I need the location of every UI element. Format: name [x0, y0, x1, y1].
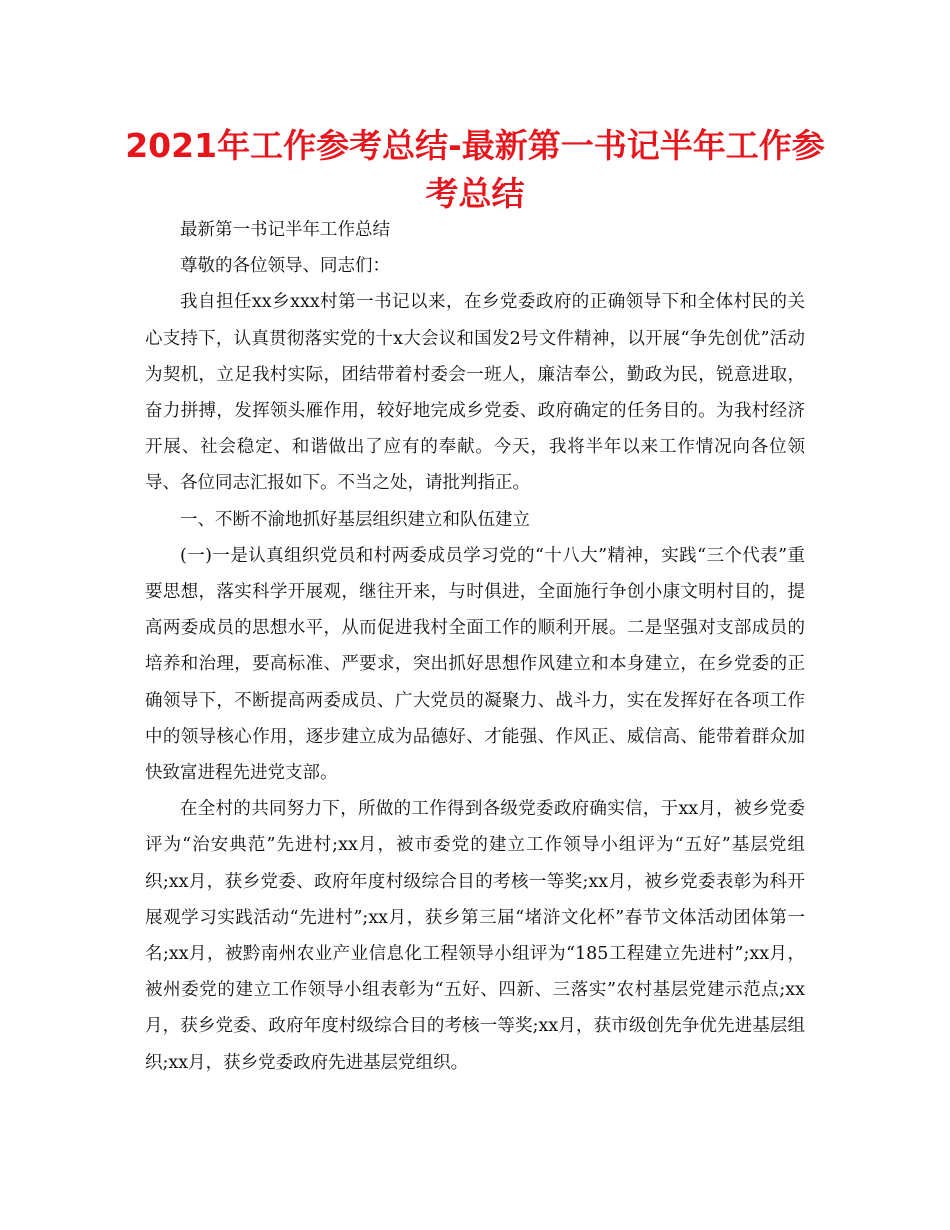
document-title: 2021年工作参考总结-最新第一书记半年工作参考总结 [125, 126, 825, 213]
paragraph-salutation: 尊敬的各位领导、同志们： [180, 256, 390, 277]
paragraph-intro: 我自担任xx乡xxx村第一书记以来，在乡党委政府的正确领导下和全体村民的关心支持下，认真贯彻落实党的十x大会议和国发2号文件精神，以开展“争先创优”活动为契机，立足我村实际，团结带着村委会一班人，廉洁奉公，勤政为民，锐意进取，奋力拼搏，发挥领头雁作用，较好地完成乡党委、政府确定的任务目的。为我村经济开展、社会稳定、和谐做出了应有的奉献。今天，我将半年以来工作情况向各位领导、各位同志汇报如下。不当之处，请批判指正。 [145, 292, 805, 494]
paragraph-section-heading: 一、不断不渝地抓好基层组织建立和队伍建立 [180, 509, 530, 530]
paragraph-achievements: 在全村的共同努力下，所做的工作得到各级党委政府确实信，于xx月，被乡党委评为“治安典范”先进村;xx月，被市委党的建立工作领导小组评为“五好”基层党组织;xx月，获乡党委、政府年度村级综合目的考核一等奖;xx月，被乡党委表彰为科开展观学习实践活动“先进村”;xx月，获乡第三届“堵浒文化杯”春节文体活动团体第一名;xx月，被黔南州农业产业信息化工程领导小组评为“185工程建立先进村”;xx月，被州委党的建立工作领导小组表彰为“五好、四新、三落实”农村基层党建示范点;xx月，获乡党委、政府年度村级综合目的考核一等奖;xx月，获市级创先争优先进基层组织;xx月，获乡党委政府先进基层党组织。 [145, 799, 805, 1073]
document-body [145, 212, 805, 1081]
paragraph-subtitle: 最新第一书记半年工作总结 [180, 220, 390, 240]
paragraph-section-one: (一)一是认真组织党员和村两委成员学习党的“十八大”精神，实践“三个代表”重要思想，落实科学开展观，继往开来，与时俱进，全面施行争创小康文明村目的，提高两委成员的思想水平，从而促进我村全面工作的顺利开展。二是坚强对支部成员的培养和治理，要高标准、严要求，突出抓好思想作风建立和本身建立，在乡党委的正确领导下，不断提高两委成员、广大党员的凝聚力、战斗力，实在发挥好在各项工作中的领导核心作用，逐步建立成为品德好、才能强、作风正、威信高、能带着群众加快致富进程先进党支部。 [145, 545, 805, 784]
